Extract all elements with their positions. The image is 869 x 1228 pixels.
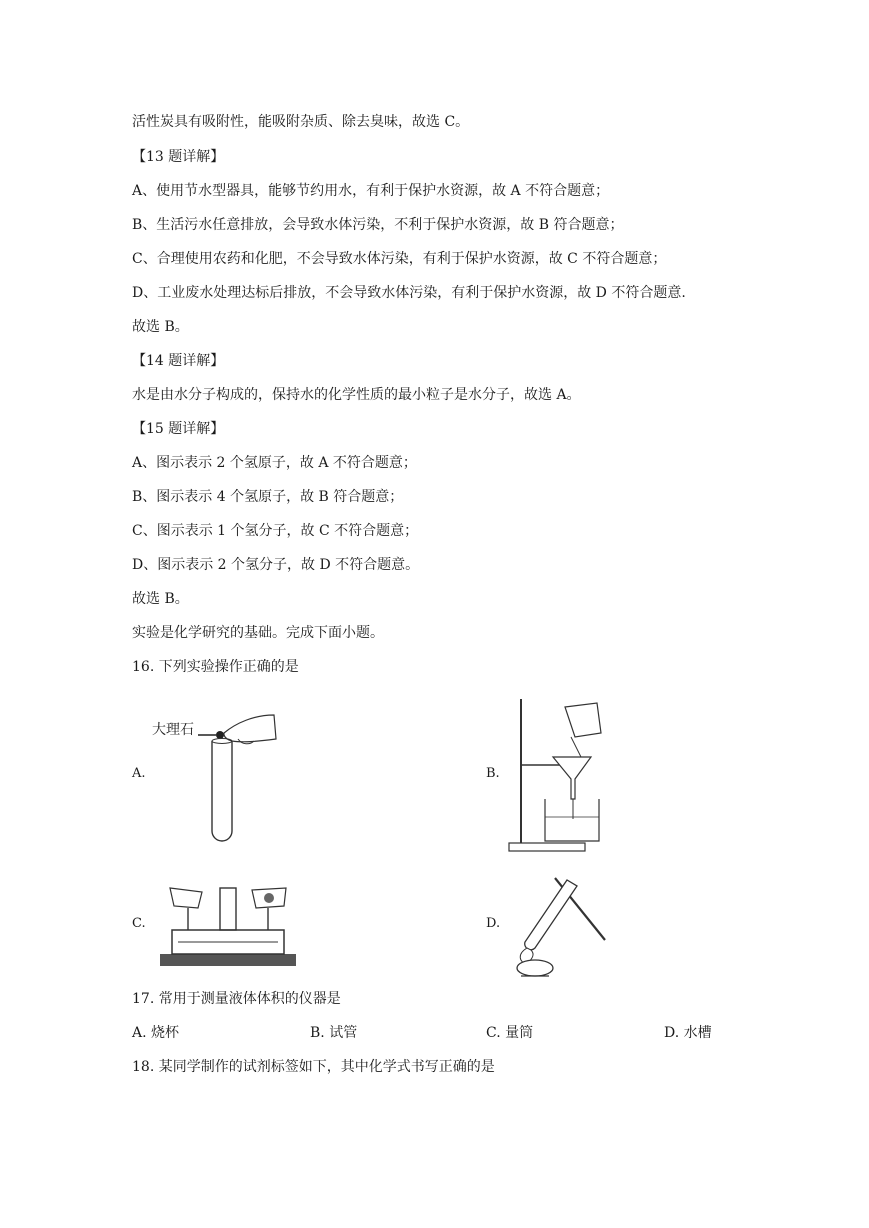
q17-option-b: B. 试管 — [310, 1025, 358, 1041]
question-18: 18. 某同学制作的试剂标签如下，其中化学式书写正确的是 — [132, 1059, 495, 1075]
balance-pointer-icon — [220, 888, 236, 930]
answer-14-text: 水是由水分子构成的，保持水的化学性质的最小粒子是水分子，故选 A。 — [132, 387, 581, 403]
answer-15-c: C、图示表示 1 个氢分子，故 C 不符合题意； — [132, 523, 419, 539]
q16-option-c-label: C. — [132, 916, 146, 931]
left-pan-icon — [170, 888, 202, 908]
answer-15-a: A、图示表示 2 个氢原子，故 A 不符合题意； — [132, 455, 417, 471]
figure-heating-test-tube — [505, 872, 610, 982]
answer-15-b: B、图示表示 4 个氢原子，故 B 符合题意； — [132, 489, 404, 505]
balance-base-icon — [160, 954, 296, 966]
answer-13-a: A、使用节水型器具，能够节约用水，有利于保护水资源，故 A 不符合题意； — [132, 183, 610, 199]
heading-14: 【14 题详解】 — [132, 353, 225, 369]
figure-filtration — [505, 695, 620, 855]
figure-caption-marble: 大理石 — [152, 722, 194, 738]
question-16: 16. 下列实验操作正确的是 — [132, 659, 299, 675]
beaker-icon — [545, 799, 599, 841]
answer-13-c: C、合理使用农药和化肥，不会导致水体污染，有利于保护水资源，故 C 不符合题意； — [132, 251, 667, 267]
figure-balance — [158, 880, 298, 970]
test-tube-icon — [212, 741, 232, 841]
answer-15-conclusion: 故选 B。 — [132, 591, 189, 607]
answer-13-conclusion: 故选 B。 — [132, 319, 189, 335]
answer-15-d: D、图示表示 2 个氢分子，故 D 不符合题意。 — [132, 557, 420, 573]
test-tube-icon — [525, 880, 577, 950]
heading-15: 【15 题详解】 — [132, 421, 225, 437]
answer-13-b: B、生活污水任意排放，会导致水体污染，不利于保护水资源，故 B 符合题意； — [132, 217, 624, 233]
heading-13: 【13 题详解】 — [132, 149, 225, 165]
section-intro: 实验是化学研究的基础。完成下面小题。 — [132, 625, 384, 641]
q16-option-d-label: D. — [486, 916, 501, 931]
answer-12-text: 活性炭具有吸附性，能吸附杂质、除去臭味，故选 C。 — [132, 114, 470, 130]
question-17: 17. 常用于测量液体体积的仪器是 — [132, 991, 341, 1007]
q17-option-a: A. 烧杯 — [132, 1025, 180, 1041]
hand-icon — [224, 715, 276, 742]
marble-icon — [216, 731, 224, 739]
alcohol-lamp-icon — [517, 960, 553, 976]
q17-option-d: D. 水槽 — [664, 1025, 712, 1041]
figure-marble-test-tube — [150, 705, 310, 845]
q16-option-a-label: A. — [132, 766, 146, 781]
stand-base-icon — [509, 843, 585, 851]
q16-option-b-label: B. — [486, 766, 500, 781]
answer-13-d: D、工业废水处理达标后排放，不会导致水体污染，有利于保护水资源，故 D 不符合题意. — [132, 285, 686, 301]
q17-option-c: C. 量筒 — [486, 1025, 534, 1041]
pouring-beaker-icon — [565, 703, 601, 737]
funnel-icon — [553, 757, 591, 799]
